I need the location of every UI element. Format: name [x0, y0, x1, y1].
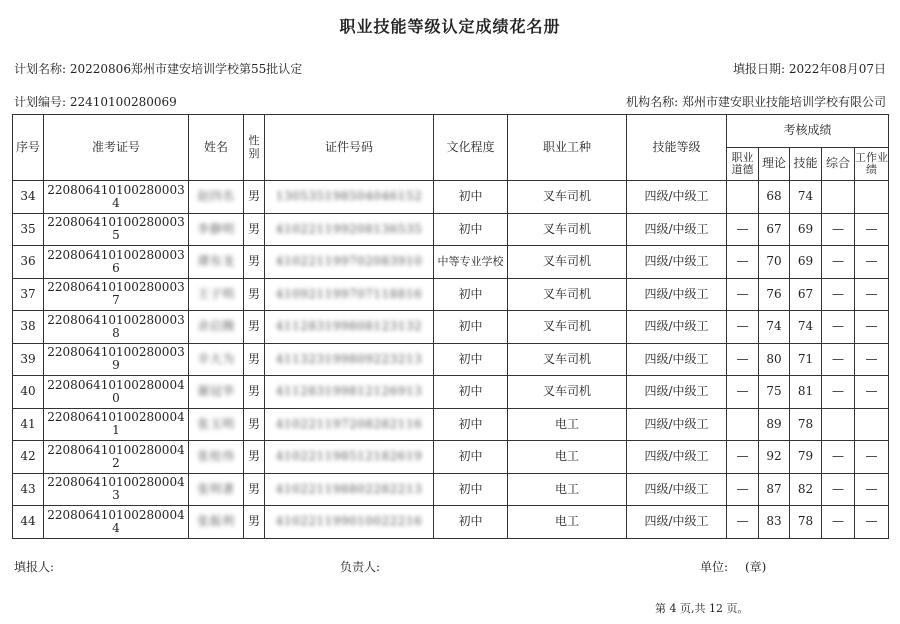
row-overall: — — [822, 213, 855, 246]
row-id-no — [265, 213, 434, 246]
row-theory: 80 — [759, 343, 790, 376]
row-gender: 男 — [244, 506, 265, 539]
table-row — [13, 441, 889, 474]
row-job: 电工 — [508, 506, 627, 539]
row-exam-no: 220806410100280004 2 — [44, 441, 189, 474]
row-id-no-text: 410221197208282116 — [275, 416, 423, 431]
row-level: 四级/中级工 — [627, 278, 727, 311]
page-indicator: 第 4 页,共 12 页。 — [655, 602, 749, 615]
row-id-no-text: 410221199702083910 — [275, 254, 423, 269]
row-id-no — [265, 408, 434, 441]
row-ethics: — — [727, 278, 759, 311]
row-overall: — — [822, 311, 855, 344]
row-ethics: — — [727, 376, 759, 409]
row-skill: 74 — [790, 311, 822, 344]
row-work: — — [855, 343, 889, 376]
plan-name-value: 20220806郑州市建安培训学校第55批认定 — [69, 62, 303, 76]
row-name-text: 谭有龙 — [197, 254, 235, 269]
table-row — [13, 181, 889, 214]
row-theory: 87 — [759, 473, 790, 506]
header-seq: 序号 — [13, 115, 44, 181]
row-ethics: — — [727, 473, 759, 506]
row-seq: 35 — [13, 213, 44, 246]
row-id-no — [265, 441, 434, 474]
header-exam-no: 准考证号 — [44, 115, 189, 181]
row-seq: 38 — [13, 311, 44, 344]
table-row — [13, 246, 889, 279]
row-gender: 男 — [244, 181, 265, 214]
row-education: 初中 — [434, 213, 508, 246]
row-ethics: — — [727, 441, 759, 474]
row-skill: 81 — [790, 376, 822, 409]
row-exam-no: 220806410100280003 9 — [44, 343, 189, 376]
row-exam-no: 220806410100280003 6 — [44, 246, 189, 279]
row-level: 四级/中级工 — [627, 181, 727, 214]
row-name-text: 张振利 — [197, 514, 235, 529]
row-level: 四级/中级工 — [627, 213, 727, 246]
row-work: — — [855, 376, 889, 409]
row-exam-no: 220806410100280003 8 — [44, 311, 189, 344]
row-name-text: 张桂伟 — [197, 449, 235, 464]
row-id-no — [265, 278, 434, 311]
plan-name-label: 计划名称: — [14, 62, 67, 76]
row-level: 四级/中级工 — [627, 246, 727, 279]
row-work — [855, 408, 889, 441]
row-id-no-text: 411283199808123132 — [275, 319, 423, 334]
table-row — [13, 213, 889, 246]
row-id-no-text: 410221198802282213 — [275, 481, 423, 496]
row-work: — — [855, 506, 889, 539]
header-overall: 综合 — [822, 148, 855, 181]
header-education: 文化程度 — [434, 115, 508, 181]
header-id-no: 证件号码 — [265, 115, 434, 181]
row-name-text: 张玉明 — [197, 416, 235, 431]
row-level: 四级/中级工 — [627, 343, 727, 376]
row-name-text: 王子明 — [197, 286, 235, 301]
row-overall: — — [822, 343, 855, 376]
table-row — [13, 408, 889, 441]
row-gender: 男 — [244, 343, 265, 376]
row-education: 初中 — [434, 311, 508, 344]
row-name — [189, 343, 244, 376]
page-title: 职业技能等级认定成绩花名册 — [339, 17, 561, 36]
table-row — [13, 376, 889, 409]
row-job: 叉车司机 — [508, 181, 627, 214]
footer-filler: 填报人: — [14, 560, 55, 574]
plan-number — [14, 93, 177, 110]
row-seq: 37 — [13, 278, 44, 311]
row-skill: 79 — [790, 441, 822, 474]
row-name-text: 辛大为 — [197, 351, 235, 366]
row-theory: 74 — [759, 311, 790, 344]
row-level: 四级/中级工 — [627, 311, 727, 344]
row-seq: 39 — [13, 343, 44, 376]
header-theory: 理论 — [759, 148, 790, 181]
header-name: 姓名 — [189, 115, 244, 181]
row-seq: 40 — [13, 376, 44, 409]
row-seq: 43 — [13, 473, 44, 506]
row-work: — — [855, 441, 889, 474]
plan-name — [14, 60, 302, 77]
row-skill: 74 — [790, 181, 822, 214]
row-job: 叉车司机 — [508, 213, 627, 246]
row-work: — — [855, 278, 889, 311]
header-level: 技能等级 — [627, 115, 727, 181]
row-job: 电工 — [508, 408, 627, 441]
row-exam-no: 220806410100280004 0 — [44, 376, 189, 409]
row-name — [189, 506, 244, 539]
footer-responsible: 负责人: — [340, 560, 381, 574]
row-id-no — [265, 246, 434, 279]
row-name — [189, 213, 244, 246]
row-ethics: — — [727, 343, 759, 376]
report-date-label: 填报日期: — [733, 62, 786, 76]
organization-value: 郑州市建安职业技能培训学校有限公司 — [681, 95, 886, 109]
row-overall — [822, 181, 855, 214]
row-name-text: 李静明 — [197, 221, 235, 236]
row-name — [189, 278, 244, 311]
row-gender: 男 — [244, 473, 265, 506]
row-overall: — — [822, 441, 855, 474]
row-ethics — [727, 181, 759, 214]
row-seq: 36 — [13, 246, 44, 279]
table-row — [13, 278, 889, 311]
table-row — [13, 506, 889, 539]
row-name — [189, 311, 244, 344]
row-id-no — [265, 181, 434, 214]
report-date-value: 2022年08月07日 — [788, 62, 886, 76]
row-skill: 78 — [790, 408, 822, 441]
row-work: — — [855, 213, 889, 246]
row-id-no-text: 410921199707118816 — [275, 286, 423, 301]
row-education: 初中 — [434, 473, 508, 506]
row-name — [189, 246, 244, 279]
header-skill: 技能 — [790, 148, 822, 181]
row-education: 初中 — [434, 376, 508, 409]
row-education: 初中 — [434, 441, 508, 474]
row-overall: — — [822, 278, 855, 311]
row-work: — — [855, 473, 889, 506]
row-id-no — [265, 376, 434, 409]
row-name — [189, 473, 244, 506]
row-name-text: 余启腾 — [197, 319, 235, 334]
organization — [626, 93, 886, 110]
row-job: 叉车司机 — [508, 343, 627, 376]
row-job: 叉车司机 — [508, 278, 627, 311]
row-id-no-text: 410221198512182619 — [275, 449, 423, 464]
row-overall: — — [822, 473, 855, 506]
row-seq: 44 — [13, 506, 44, 539]
row-name-text: 赵四名 — [197, 189, 235, 204]
row-theory: 68 — [759, 181, 790, 214]
row-education: 初中 — [434, 181, 508, 214]
row-name-text: 张明著 — [197, 481, 235, 496]
row-job: 叉车司机 — [508, 376, 627, 409]
row-theory: 67 — [759, 213, 790, 246]
row-job: 电工 — [508, 441, 627, 474]
row-exam-no: 220806410100280003 4 — [44, 181, 189, 214]
row-skill: 67 — [790, 278, 822, 311]
row-gender: 男 — [244, 376, 265, 409]
row-ethics: — — [727, 311, 759, 344]
row-seq: 42 — [13, 441, 44, 474]
row-name — [189, 181, 244, 214]
row-theory: 83 — [759, 506, 790, 539]
header-scores: 考核成绩 — [727, 115, 889, 148]
row-overall: — — [822, 246, 855, 279]
row-level: 四级/中级工 — [627, 376, 727, 409]
row-level: 四级/中级工 — [627, 408, 727, 441]
row-work — [855, 181, 889, 214]
row-level: 四级/中级工 — [627, 473, 727, 506]
plan-number-label: 计划编号: — [14, 95, 67, 109]
row-theory: 89 — [759, 408, 790, 441]
row-id-no — [265, 311, 434, 344]
row-overall — [822, 408, 855, 441]
row-theory: 75 — [759, 376, 790, 409]
row-name-text: 谢冠华 — [197, 384, 235, 399]
row-id-no-text: 411323199809223213 — [275, 351, 423, 366]
row-seq: 34 — [13, 181, 44, 214]
row-level: 四级/中级工 — [627, 506, 727, 539]
row-name — [189, 376, 244, 409]
row-level: 四级/中级工 — [627, 441, 727, 474]
report-date — [733, 60, 886, 77]
row-exam-no: 220806410100280003 7 — [44, 278, 189, 311]
header-gender: 性别 — [244, 115, 265, 181]
row-gender: 男 — [244, 278, 265, 311]
row-gender: 男 — [244, 441, 265, 474]
row-id-no-text: 410221199208136535 — [275, 221, 423, 236]
row-ethics: — — [727, 213, 759, 246]
row-exam-no: 220806410100280004 1 — [44, 408, 189, 441]
row-job: 叉车司机 — [508, 246, 627, 279]
row-id-no-text: 130535198504046152 — [275, 189, 423, 204]
row-gender: 男 — [244, 246, 265, 279]
row-overall: — — [822, 376, 855, 409]
row-skill: 82 — [790, 473, 822, 506]
row-exam-no: 220806410100280004 4 — [44, 506, 189, 539]
row-id-no — [265, 473, 434, 506]
table-row — [13, 473, 889, 506]
header-work: 工作业绩 — [855, 148, 889, 181]
row-education: 初中 — [434, 278, 508, 311]
header-ethics: 职业道德 — [727, 148, 759, 181]
row-theory: 70 — [759, 246, 790, 279]
organization-label: 机构名称: — [626, 95, 679, 109]
row-ethics: — — [727, 506, 759, 539]
row-skill: 71 — [790, 343, 822, 376]
row-id-no-text: 410221199010022216 — [275, 514, 423, 529]
row-name — [189, 441, 244, 474]
row-id-no-text: 411283199812126913 — [275, 384, 423, 399]
row-work: — — [855, 311, 889, 344]
footer-unit: 单位: — [700, 560, 729, 574]
row-ethics: — — [727, 246, 759, 279]
row-name — [189, 408, 244, 441]
row-education: 中等专业学校 — [434, 246, 508, 279]
plan-number-value: 22410100280069 — [69, 95, 177, 109]
row-exam-no: 220806410100280004 3 — [44, 473, 189, 506]
row-seq: 41 — [13, 408, 44, 441]
row-gender: 男 — [244, 213, 265, 246]
row-skill: 69 — [790, 213, 822, 246]
row-id-no — [265, 506, 434, 539]
row-job: 叉车司机 — [508, 311, 627, 344]
row-gender: 男 — [244, 408, 265, 441]
row-gender: 男 — [244, 311, 265, 344]
row-education: 初中 — [434, 506, 508, 539]
row-ethics — [727, 408, 759, 441]
row-exam-no: 220806410100280003 5 — [44, 213, 189, 246]
row-skill: 78 — [790, 506, 822, 539]
table-row — [13, 311, 889, 344]
row-education: 初中 — [434, 343, 508, 376]
row-work: — — [855, 246, 889, 279]
row-theory: 92 — [759, 441, 790, 474]
row-overall: — — [822, 506, 855, 539]
row-id-no — [265, 343, 434, 376]
footer-stamp: (章) — [745, 560, 767, 574]
header-job: 职业工种 — [508, 115, 627, 181]
row-job: 电工 — [508, 473, 627, 506]
table-row — [13, 343, 889, 376]
score-roster-table — [12, 114, 889, 539]
row-education: 初中 — [434, 408, 508, 441]
row-theory: 76 — [759, 278, 790, 311]
row-skill: 69 — [790, 246, 822, 279]
